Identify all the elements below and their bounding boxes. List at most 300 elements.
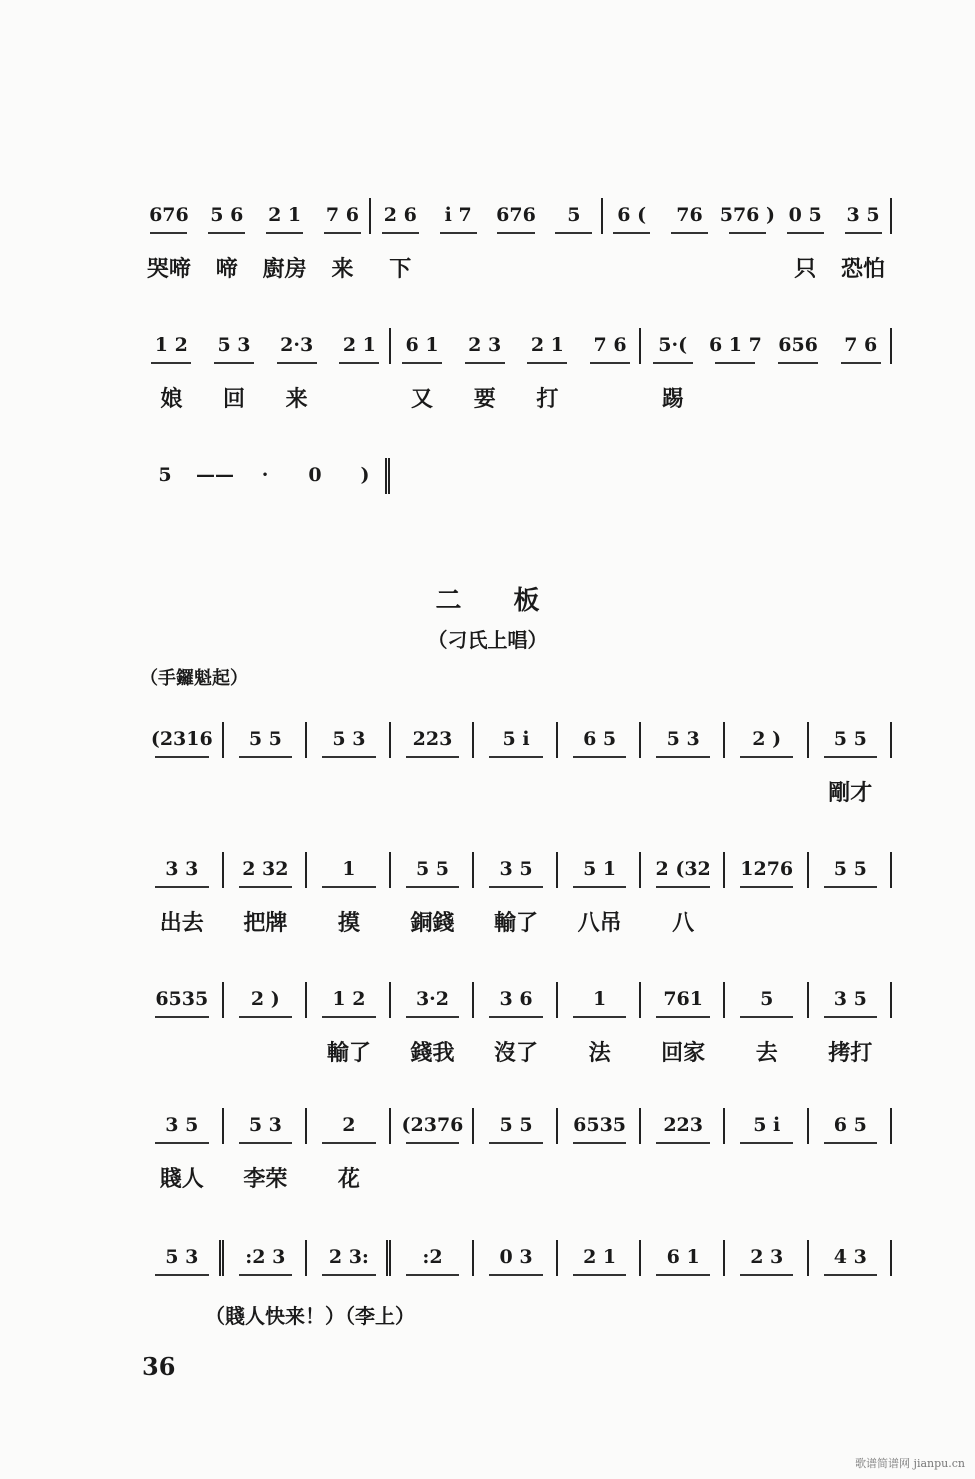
note-text: 5 5 (833, 728, 867, 750)
note-text: 223 (412, 728, 453, 750)
note-text: 7 6 (325, 204, 359, 226)
beam-line (653, 362, 693, 364)
lyric (140, 1036, 224, 1067)
beam-line (151, 362, 191, 364)
note-group (725, 1108, 809, 1148)
note-text: 5 6 (210, 204, 244, 226)
note-group (391, 982, 475, 1022)
lyric: 李荣 (243, 1166, 288, 1192)
lyric: 回家 (661, 1040, 706, 1066)
beam-line (573, 1142, 627, 1144)
lyric (429, 252, 487, 283)
note-text: 3 6 (499, 988, 533, 1010)
beam-line (497, 232, 534, 234)
beam-line (787, 232, 824, 234)
note-group (429, 198, 487, 238)
note-group (474, 852, 558, 892)
lyric: 回 (223, 386, 246, 412)
lyrics-line (140, 1036, 892, 1067)
note-group (224, 852, 308, 892)
note-text: —— (196, 464, 234, 486)
lyrics-line (140, 382, 892, 413)
beam-line (277, 362, 317, 364)
note-text: 6 1 (666, 1246, 700, 1268)
score-row (140, 722, 892, 807)
note-text: 5 5 (415, 858, 449, 880)
note-group (240, 458, 290, 498)
note-text: 2 6 (383, 204, 417, 226)
note-group (641, 328, 704, 368)
lyric (809, 1162, 893, 1193)
note-text: 2 3 (750, 1246, 784, 1268)
note-group (140, 1108, 224, 1148)
note-group (265, 328, 328, 368)
lyric: 来 (331, 256, 354, 282)
note-text: 5 5 (499, 1114, 533, 1136)
note-text: 6 1 (405, 334, 439, 356)
beam-line (489, 756, 543, 758)
section-title: 二 板 (435, 586, 540, 616)
lyrics-line (140, 776, 892, 807)
note-group (140, 852, 224, 892)
beam-line (715, 362, 755, 364)
note-text: i 7 (444, 204, 472, 226)
beam-line (322, 886, 376, 888)
lyric: 錢我 (410, 1040, 455, 1066)
note-text: 2 1 (268, 204, 302, 226)
note-group (256, 198, 314, 238)
note-group (641, 1240, 725, 1280)
note-text: 5 5 (833, 858, 867, 880)
beam-line (656, 886, 710, 888)
note-group (641, 722, 725, 762)
notation-line (140, 722, 892, 762)
note-text: 6 5 (833, 1114, 867, 1136)
note-group (307, 1108, 391, 1148)
note-group (140, 722, 224, 762)
note-text: 5 3 (332, 728, 366, 750)
note-group (190, 458, 240, 498)
lyric (641, 776, 725, 807)
score-row (140, 198, 892, 283)
note-group (391, 852, 475, 892)
section-subtitle: （刁氏上唱） (427, 628, 548, 652)
watermark: 歌谱简谱网 jianpu.cn (855, 1457, 965, 1470)
note-group (725, 1240, 809, 1280)
beam-line (155, 1016, 209, 1018)
lyric (767, 382, 830, 413)
beam-line (656, 1016, 710, 1018)
note-text: 5 i (502, 728, 530, 750)
beam-line (239, 756, 293, 758)
beam-line (573, 1274, 627, 1276)
lyrics-line (140, 1162, 892, 1193)
beam-line (740, 1016, 794, 1018)
note-group (558, 1108, 642, 1148)
lyric (829, 382, 892, 413)
note-text: 761 (663, 988, 703, 1010)
lyric (474, 776, 558, 807)
note-text: · (261, 464, 269, 486)
lyric: 拷打 (828, 1040, 873, 1066)
beam-line (824, 1016, 878, 1018)
note-group (558, 722, 642, 762)
lyric: 哭啼 (146, 256, 191, 282)
beam-line (239, 1274, 293, 1276)
lyric: 去 (755, 1040, 778, 1066)
note-group (140, 328, 203, 368)
beam-line (740, 1274, 794, 1276)
lyric: 把牌 (243, 910, 288, 936)
note-group (140, 458, 190, 498)
instruction-text: （手鑼魁起） (140, 668, 248, 689)
beam-line (406, 1142, 460, 1144)
note-group (307, 982, 391, 1022)
notation-line (140, 1240, 892, 1280)
lyric: 娘 (160, 386, 183, 412)
note-group (340, 458, 390, 498)
note-text: 7 6 (593, 334, 627, 356)
note-text: 7 6 (844, 334, 878, 356)
beam-line (489, 886, 543, 888)
lyric: 来 (285, 386, 308, 412)
note-group (391, 1240, 475, 1280)
beam-line (573, 756, 627, 758)
note-text: :2 3 (245, 1246, 286, 1268)
note-text: 5 (760, 988, 774, 1010)
lyric (809, 906, 893, 937)
note-text: 5 3 (165, 1246, 199, 1268)
note-text: 6 5 (583, 728, 617, 750)
note-text: 5 5 (248, 728, 282, 750)
lyric: 下 (389, 256, 412, 282)
score-row (140, 982, 892, 1067)
notation-line (140, 458, 390, 498)
note-group (474, 982, 558, 1022)
note-text: 2 1 (530, 334, 564, 356)
note-group (198, 198, 256, 238)
beam-line (824, 1274, 878, 1276)
lyric (307, 776, 391, 807)
lyric: 輸了 (326, 1040, 371, 1066)
note-group (704, 328, 767, 368)
note-text: 4 3 (833, 1246, 867, 1268)
note-group (641, 1108, 725, 1148)
note-text: 5 (158, 464, 172, 486)
score-row (140, 1108, 892, 1193)
beam-line (465, 362, 505, 364)
beam-line (824, 756, 878, 758)
note-text: 2 32 (242, 858, 289, 880)
lyric (224, 776, 308, 807)
note-group (391, 328, 454, 368)
note-text: 2 (32 (655, 858, 711, 880)
note-text: 2·3 (280, 334, 314, 356)
beam-line (322, 756, 376, 758)
note-group (474, 1240, 558, 1280)
beam-line (841, 362, 881, 364)
notation-line (140, 852, 892, 892)
note-group (809, 852, 893, 892)
beam-line (440, 232, 477, 234)
beam-line (778, 362, 818, 364)
note-text: 3 5 (499, 858, 533, 880)
note-group (809, 1108, 893, 1148)
note-group (558, 852, 642, 892)
score-row (140, 328, 892, 413)
note-text: 2 3 (468, 334, 502, 356)
beam-line (555, 232, 592, 234)
note-group (307, 852, 391, 892)
notation-line (140, 328, 892, 368)
beam-line (266, 232, 303, 234)
note-group (328, 328, 391, 368)
lyric: 又 (411, 386, 434, 412)
lyric (725, 906, 809, 937)
beam-line (322, 1274, 376, 1276)
beam-line (239, 886, 293, 888)
note-group (834, 198, 892, 238)
note-group (140, 198, 198, 238)
note-group (474, 722, 558, 762)
beam-line (729, 232, 766, 234)
note-text: 3 5 (165, 1114, 199, 1136)
note-group (224, 1108, 308, 1148)
lyric (579, 382, 642, 413)
notation-line (140, 198, 892, 238)
beam-line (656, 756, 710, 758)
lyric: 銅錢 (410, 910, 455, 936)
beam-line (406, 756, 460, 758)
lyric: 恐怕 (841, 256, 886, 282)
page-number: 36 (142, 1352, 176, 1381)
note-group (558, 1240, 642, 1280)
note-group (203, 328, 266, 368)
beam-line (613, 232, 650, 234)
note-group (453, 328, 516, 368)
lyric (140, 776, 224, 807)
note-text: 1 (592, 988, 607, 1010)
beam-line (489, 1274, 543, 1276)
note-text: (2316 (150, 728, 213, 750)
beam-line (656, 1142, 710, 1144)
beam-line (155, 756, 209, 758)
lyric (558, 1162, 642, 1193)
note-text: 223 (663, 1114, 703, 1136)
lyric: 法 (588, 1040, 611, 1066)
beam-line (590, 362, 630, 364)
note-group (776, 198, 834, 238)
note-text: 656 (778, 334, 818, 356)
note-text: 2 ) (250, 988, 280, 1010)
note-group (579, 328, 642, 368)
note-text: 76 (676, 204, 703, 226)
note-text: 3·2 (415, 988, 449, 1010)
lyric (224, 1036, 308, 1067)
lyric (487, 252, 545, 283)
beam-line (824, 1142, 878, 1144)
note-group (516, 328, 579, 368)
lyric: 輸了 (494, 910, 539, 936)
note-text: 5·( (658, 334, 688, 356)
note-text: 2 1 (583, 1246, 617, 1268)
beam-line (573, 886, 627, 888)
note-text: ) (360, 464, 370, 486)
note-text: 5 3 (666, 728, 700, 750)
note-group (767, 328, 830, 368)
beam-line (740, 756, 794, 758)
note-text: 2 (342, 1114, 356, 1136)
note-text: (2376 (401, 1114, 464, 1136)
note-group (809, 1240, 893, 1280)
beam-line (382, 232, 419, 234)
note-text: 6535 (573, 1114, 627, 1136)
score-row (140, 1240, 892, 1294)
note-group (558, 982, 642, 1022)
lyric: 沒了 (494, 1040, 539, 1066)
note-group (224, 722, 308, 762)
beam-line (671, 232, 708, 234)
beam-line (208, 232, 245, 234)
beam-line (214, 362, 254, 364)
note-text: 676 (496, 204, 536, 226)
beam-line (406, 1016, 460, 1018)
lyric: 打 (536, 386, 559, 412)
score-row (140, 458, 390, 512)
note-text: 2 3: (328, 1246, 369, 1268)
beam-line (845, 232, 882, 234)
lyric: 廚房 (262, 256, 307, 282)
lyric (725, 776, 809, 807)
lyric (558, 776, 642, 807)
note-group (314, 198, 372, 238)
beam-line (824, 886, 878, 888)
lyric: 啼 (215, 256, 238, 282)
beam-line (406, 886, 460, 888)
note-text: 5 3 (248, 1114, 282, 1136)
lyric (545, 252, 603, 283)
lyric (704, 382, 767, 413)
note-group (725, 722, 809, 762)
note-text: 2 ) (752, 728, 782, 750)
lyric: 八吊 (577, 910, 622, 936)
lyric (641, 1162, 725, 1193)
note-text: 5 1 (583, 858, 617, 880)
lyric (725, 1162, 809, 1193)
note-group (224, 982, 308, 1022)
lyric: 八 (672, 910, 695, 936)
note-group (391, 722, 475, 762)
note-group (829, 328, 892, 368)
note-text: 5 3 (217, 334, 251, 356)
note-group (290, 458, 340, 498)
lyric: 剛才 (828, 780, 873, 806)
note-text: 2 1 (342, 334, 376, 356)
lyric: 踢 (661, 386, 684, 412)
beam-line (573, 1016, 627, 1018)
beam-line (155, 1274, 209, 1276)
note-text: 5 (567, 204, 581, 226)
note-text: 3 5 (846, 204, 880, 226)
lyric: 要 (473, 386, 496, 412)
note-group (809, 722, 893, 762)
note-group (661, 198, 719, 238)
score-row (140, 852, 892, 937)
note-group (487, 198, 545, 238)
note-group (371, 198, 429, 238)
note-group (474, 1108, 558, 1148)
beam-line (239, 1016, 293, 1018)
lyric: 只 (794, 256, 817, 282)
beam-line (339, 362, 379, 364)
note-text: 3 3 (165, 858, 199, 880)
note-group (809, 982, 893, 1022)
beam-line (239, 1142, 293, 1144)
note-group (725, 852, 809, 892)
lyric: 花 (337, 1166, 360, 1192)
note-group (641, 982, 725, 1022)
note-text: 6535 (155, 988, 209, 1010)
note-group (545, 198, 603, 238)
note-group (641, 852, 725, 892)
beam-line (322, 1016, 376, 1018)
note-group (603, 198, 661, 238)
beam-line (527, 362, 567, 364)
lyric (661, 252, 719, 283)
lyric (603, 252, 661, 283)
beam-line (322, 1142, 376, 1144)
beam-line (402, 362, 442, 364)
note-group (307, 722, 391, 762)
note-text: 6 1 7 (708, 334, 762, 356)
note-text: 5 i (753, 1114, 781, 1136)
beam-line (155, 886, 209, 888)
note-text: 0 3 (499, 1246, 533, 1268)
beam-line (740, 886, 794, 888)
beam-line (489, 1016, 543, 1018)
note-text: 1 2 (154, 334, 188, 356)
lyric (718, 252, 776, 283)
beam-line (155, 1142, 209, 1144)
note-text: :2 (422, 1246, 443, 1268)
lyric: 摸 (337, 910, 360, 936)
note-text: 6 ( (617, 204, 647, 226)
beam-line (740, 1142, 794, 1144)
note-text: 1276 (740, 858, 794, 880)
beam-line (150, 232, 187, 234)
note-text: 0 (308, 464, 322, 486)
note-text: 576 ) (719, 204, 775, 226)
note-group (140, 982, 224, 1022)
notation-line (140, 982, 892, 1022)
beam-line (656, 1274, 710, 1276)
lyric (391, 1162, 475, 1193)
beam-line (489, 1142, 543, 1144)
note-group (718, 198, 776, 238)
note-text: 0 5 (788, 204, 822, 226)
note-group (224, 1240, 308, 1280)
note-text: 676 (149, 204, 189, 226)
lyrics-line (140, 252, 892, 283)
beam-line (324, 232, 361, 234)
beam-line (406, 1274, 460, 1276)
note-group (391, 1108, 475, 1148)
lyric: 賤人 (159, 1166, 204, 1192)
spoken-note: （賤人快来！）（李上） (205, 1304, 415, 1328)
note-group (307, 1240, 391, 1280)
note-text: 3 5 (833, 988, 867, 1010)
lyric (391, 776, 475, 807)
